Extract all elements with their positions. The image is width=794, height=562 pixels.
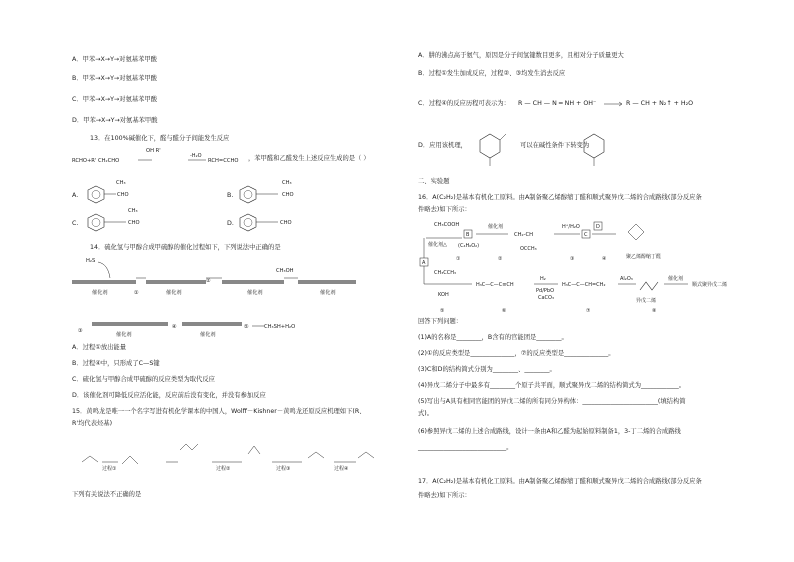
- q14-stem: 14．硫化氢与甲醇合成甲硫醇的催化过程如下，下列说法中正确的是: [90, 244, 281, 251]
- q14-h2s-label: H₂S: [86, 258, 96, 264]
- q13-stem: 13．在100%碱催化下，醛与醛分子间能发生反应: [90, 135, 230, 142]
- step-7: ⑦: [586, 308, 591, 314]
- q15-question: 下列有关说法不正确的是: [72, 491, 142, 498]
- q14-step-2: ②: [206, 278, 211, 284]
- q15-mechanism-diagram: [72, 432, 402, 487]
- q16-part-2: (2)①的反应类型是______________，⑦的反应类型是______________。: [418, 350, 615, 357]
- q14-step-1: ①: [134, 290, 139, 296]
- step-6: ⑥: [502, 308, 507, 314]
- right-column: [418, 0, 768, 562]
- node-pvb: 聚乙烯醇缩丁醛: [626, 254, 662, 260]
- q15-option-b: B．过程①发生加成反应，过程②、③均发生消去反应: [418, 70, 566, 77]
- step-1: ①: [456, 256, 461, 262]
- node-D: D: [596, 224, 600, 230]
- step-5: ⑤: [440, 308, 445, 314]
- q13-option-a-structure: [86, 180, 156, 208]
- q13-b-cho: CHO: [282, 192, 294, 198]
- node-ch3cch3: CH₃CCH₃: [434, 270, 457, 276]
- node-alkyne-alcohol: H₃C—C—C≡CH: [476, 282, 514, 288]
- q16-part-6b: ____________________________。: [418, 444, 513, 451]
- q14-catalyst-4: 催化剂: [320, 290, 336, 296]
- node-ch3cooh: CH₃COOH: [434, 222, 460, 228]
- q14-catalysis-diagram: [72, 254, 402, 344]
- q16-synthesis-route: [418, 218, 768, 314]
- q13-a-ch3: CH₃: [116, 180, 126, 186]
- q14-step-4: ④: [172, 324, 177, 330]
- q14-step-3: ③: [78, 328, 83, 334]
- q13-b-ch3: CH₃: [282, 180, 292, 186]
- q14-product: CH₃SH+H₂O: [264, 324, 296, 330]
- q13-a-cho: CHO: [117, 192, 129, 198]
- q15-option-c-formula-right: R — CH + N₂↑ + H₂O: [626, 100, 694, 107]
- node-cat1: 催化剂△: [428, 242, 447, 248]
- node-A: A: [422, 260, 426, 266]
- section-title: 二、实验题: [418, 178, 450, 185]
- q13-option-d: D.: [227, 220, 234, 227]
- q16-stem-line2: 件略去)如下所示：: [418, 206, 471, 213]
- q15-step-1: 过程①: [102, 466, 117, 472]
- q13-product: RCH=CCHO: [208, 158, 239, 164]
- option-prev-d: D．甲苯→X→Y→对氨基苯甲酸: [72, 117, 158, 124]
- q14-catalyst-6: 催化剂: [200, 332, 216, 338]
- node-h2: H₂: [540, 276, 546, 282]
- q15-option-d: D．应用该机理，: [418, 142, 467, 149]
- q13-option-b: B.: [227, 192, 234, 199]
- q13-stem-tail: ，苯甲醛和乙醛发生上述反应生成的是（ ）: [248, 155, 370, 162]
- q15-option-c-arrow: [602, 100, 626, 108]
- node-pdpbo: Pd/PbO: [536, 288, 554, 294]
- step-2: ②: [498, 256, 503, 262]
- q13-condition: -H₂O: [190, 153, 202, 159]
- q15-stem-line2: R'均代表烃基): [72, 420, 113, 427]
- q15-option-c: C．过程④的反应历程可表示为：: [418, 100, 510, 107]
- option-prev-b: B．甲苯→X→Y→对氨基苯甲酸: [72, 75, 157, 82]
- node-h-h2o: H⁺/H₂O: [562, 224, 580, 230]
- q14-option-d: D．该催化剂可降低反应活化能，反应前后没有变化，并没有参加反应: [72, 392, 266, 399]
- q15-option-d-tail: 可以在碱性条件下转变为: [520, 142, 590, 149]
- q16-part-5a: (5)写出与A具有相同官能团的异戊二烯的所有同分异构体：________________________(填结构简: [418, 398, 686, 405]
- node-c4h6o2: (C₄H₆O₂): [458, 243, 480, 249]
- node-occh3: OCCH₃: [520, 246, 537, 252]
- q13-option-c-structure: [86, 208, 166, 236]
- step-3: ③: [570, 256, 575, 262]
- q15-option-a: A．肼的沸点高于氨气，原因是分子间氢键数目更多，且相对分子质量更大: [418, 52, 624, 59]
- q17-stem-line2: 件略去)如下所示：: [418, 492, 471, 499]
- q14-ch3oh-label: CH₃OH: [276, 268, 294, 274]
- node-caco3: CaCO₃: [538, 295, 554, 301]
- q17-stem-line1: 17．A(C₂H₂)是基本有机化工原料。由A制备聚乙烯醇缩丁醛和顺式聚异戊二烯的合成路线(部分反应条: [418, 478, 702, 485]
- q16-answer-intro: 回答下列问题：: [418, 318, 463, 325]
- node-alkene-alcohol: H₃C—C—CH=CH₂: [562, 282, 606, 288]
- q13-reactants: RCHO+R' CH₂CHO: [72, 158, 120, 164]
- q14-option-a: A．过程①放出能量: [72, 344, 127, 351]
- q16-part-5b: 式)。: [418, 410, 434, 417]
- step-8: ⑧: [652, 308, 657, 314]
- q13-c-ch3: CH₃: [128, 208, 138, 214]
- q14-catalyst-3: 催化剂: [247, 290, 263, 296]
- q15-step-3: 过程③: [276, 466, 291, 472]
- node-B: B: [466, 232, 470, 238]
- node-poly: CH₂-CH: [514, 232, 533, 238]
- node-koh: KOH: [438, 292, 449, 298]
- q14-option-b: B．过程④中，只形成了C—S键: [72, 360, 160, 367]
- q13-d-cho: CHO: [280, 220, 292, 226]
- node-cat3: 催化剂: [668, 276, 684, 282]
- q16-part-4: (4)异戊二烯分子中最多有________个原子共平面，顺式聚异戊二烯的结构简式为____________。: [418, 382, 686, 389]
- q15-step-2: 过程②: [216, 466, 231, 472]
- q14-catalyst-5: 催化剂: [116, 332, 132, 338]
- option-prev-c: C．甲苯→X→Y→对氨基苯甲酸: [72, 96, 158, 103]
- q13-option-d-structure: [238, 208, 318, 236]
- q16-part-6a: (6)参照异戊二烯的上述合成路线，设计一条由A和乙醛为起始原料制备1，3-丁二烯的合成路线: [418, 428, 681, 435]
- q15-stem-line1: 15．黄鸣龙是唯一一个名字写进有机化学课本的中国人，Wolff－Kishner－黄鸣龙还原反应机理如下(R、: [72, 408, 366, 415]
- q13-c-cho: CHO: [128, 220, 140, 226]
- node-al2o3: Al₂O₃: [620, 276, 633, 282]
- q15-d-methylcyclohexane: [578, 124, 618, 170]
- q14-option-c: C．硫化氢与甲醇合成甲硫醇的反应类型为取代反应: [72, 376, 215, 383]
- q15-step-4: 过程④: [334, 466, 349, 472]
- left-column: [72, 0, 402, 562]
- step-4: ④: [602, 256, 607, 262]
- q16-stem-line1: 16．A(C₂H₂)是基本有机化工原料。由A制备聚乙烯醇缩丁醛和顺式聚异戊二烯的合成路线(部分反应条: [418, 194, 702, 201]
- q13-option-a: A.: [72, 192, 79, 199]
- q13-oh-label: OH R': [146, 148, 161, 154]
- q14-catalyst-2: 催化剂: [166, 290, 182, 296]
- option-prev-a: A．甲苯→X→Y→对氨基苯甲酸: [72, 56, 157, 63]
- q15-option-c-formula-left: R — CH — N ═ NH + OH⁻: [518, 100, 597, 107]
- q13-option-b-structure: [238, 180, 318, 208]
- q15-d-cyclohexanone: [474, 124, 514, 170]
- node-cis: 顺式聚异戊二烯: [692, 282, 728, 288]
- node-cat-b: 催化剂: [488, 224, 504, 230]
- q14-step-5: ⑤: [244, 324, 249, 330]
- q13-option-c: C.: [72, 220, 79, 227]
- q14-catalyst-1: 催化剂: [92, 290, 108, 296]
- q16-part-3: (3)C和D的结构简式分别为________、________。: [418, 366, 556, 373]
- node-isoprene: 异戊二烯: [636, 298, 657, 304]
- node-C: C: [584, 232, 588, 238]
- q16-part-1: (1)A的名称是________，B含有的官能团是________。: [418, 334, 568, 341]
